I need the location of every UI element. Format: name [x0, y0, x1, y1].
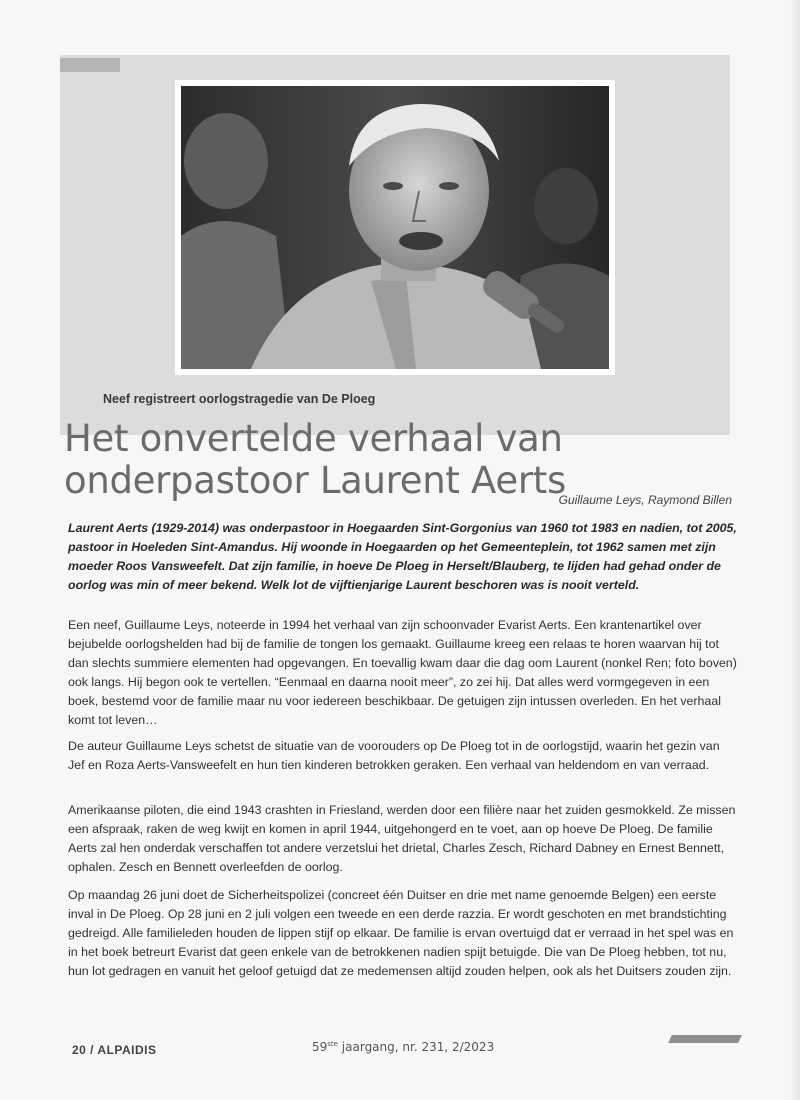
article-paragraph: Amerikaanse piloten, die eind 1943 crashten in Friesland, werden door een filière naar het zuiden gesmokkeld. Ze missen een afspraak, raken de weg kwijt en komen in april 1944, uitgehongerd en te voet, aan op hoeve De Ploeg. De familie Aerts zal hen onderdak verschaffen tot andere verzetslui het drietal, Charles Zesch, Richard Dabney en Ernest Bennett, ophalen. Zesch en Bennett overleefden de oorlog.	[68, 803, 736, 874]
page-edge	[790, 0, 800, 1100]
issue-details: jaargang, nr. 231, 2/2023	[337, 1040, 495, 1054]
page-number-magazine: 20 / ALPAIDIS	[72, 1043, 157, 1057]
title-line-1: Het onvertelde verhaal van	[64, 417, 563, 460]
volume-suffix: ste	[327, 1040, 338, 1048]
article-title	[64, 418, 704, 502]
portrait-photo-frame	[175, 80, 615, 375]
article-kicker: Neef registreert oorlogstragedie van De Ploeg	[103, 392, 376, 406]
article-paragraph: Op maandag 26 juni doet de Sicherheitspolizei (concreet één Duitser en drie met name genoemde Belgen) een eerste inval in De Ploeg. Op 28 juni en 2 juli volgen een tweede en een derde razzia. Er wordt geschoten en met brandstichting gedreigd. Alle familieleden houden de lippen stijf op elkaar. De familie is ervan overtuigd dat er verraad in het spel was en in het boek betreurt Evarist dat geen enkele van de betrokkenen nadien spijt betuigde. Die van De Ploeg hebben, tot nu, hun lot gedragen en vanuit het geloof getuigd dat ze medemensen altijd zouden helpen, ook als het Duitsers zouden zijn.	[68, 888, 734, 978]
portrait-photo	[181, 86, 609, 369]
footer-decorative-bar	[668, 1035, 742, 1043]
article-lead: Laurent Aerts (1929-2014) was onderpastoor in Hoegaarden Sint-Gorgonius van 1960 tot 1983 en nadien, tot 2005, pastoor in Hoeleden Sint-Amandus. Hij woonde in Hoegaarden op het Gemeenteplein, tot 1962 samen met zijn moeder Roos Vansweefelt. Dat zijn familie, in hoeve De Ploeg in Herselt/Blauberg, te lijden had gehad onder de oorlog was min of meer bekend. Welk lot de vijftienjarige Laurent beschoren was is nooit verteld.	[68, 521, 737, 592]
article-authors: Guillaume Leys, Raymond Billen	[558, 493, 732, 507]
issue-info	[312, 1040, 494, 1054]
title-line-2: onderpastoor Laurent Aerts	[64, 459, 566, 502]
article-paragraph: De auteur Guillaume Leys schetst de situatie van de voorouders op De Ploeg tot in de oorlogstijd, waarin het gezin van Jef en Roza Aerts-Vansweefelt en hun tien kinderen betrokken geraken. Een verhaal van heldendom en van verraad.	[68, 739, 720, 772]
header-band-tab	[60, 58, 120, 72]
volume-number: 59	[312, 1040, 328, 1054]
article-paragraph: Een neef, Guillaume Leys, noteerde in 1994 het verhaal van zijn schoonvader Evarist Aerts. Een krantenartikel over bejubelde oorlogshelden had bij de familie de tongen los gemaakt. Guillaume kreeg een relaas te horen waarvan hij tot dan slechts summiere elementen had opgevangen. En toevallig kwam daar die dag oom Laurent (nonkel Ren; foto boven) ook langs. Hij begon ook te vertellen. “Eenmaal en daarna nooit meer”, zo zei hij. Dat alles werd vormgegeven in een boek, bestemd voor de familie maar nu voor iedereen beschikbaar. De getuigen zijn intussen overleden. En het verhaal komt tot leven…	[68, 618, 737, 727]
